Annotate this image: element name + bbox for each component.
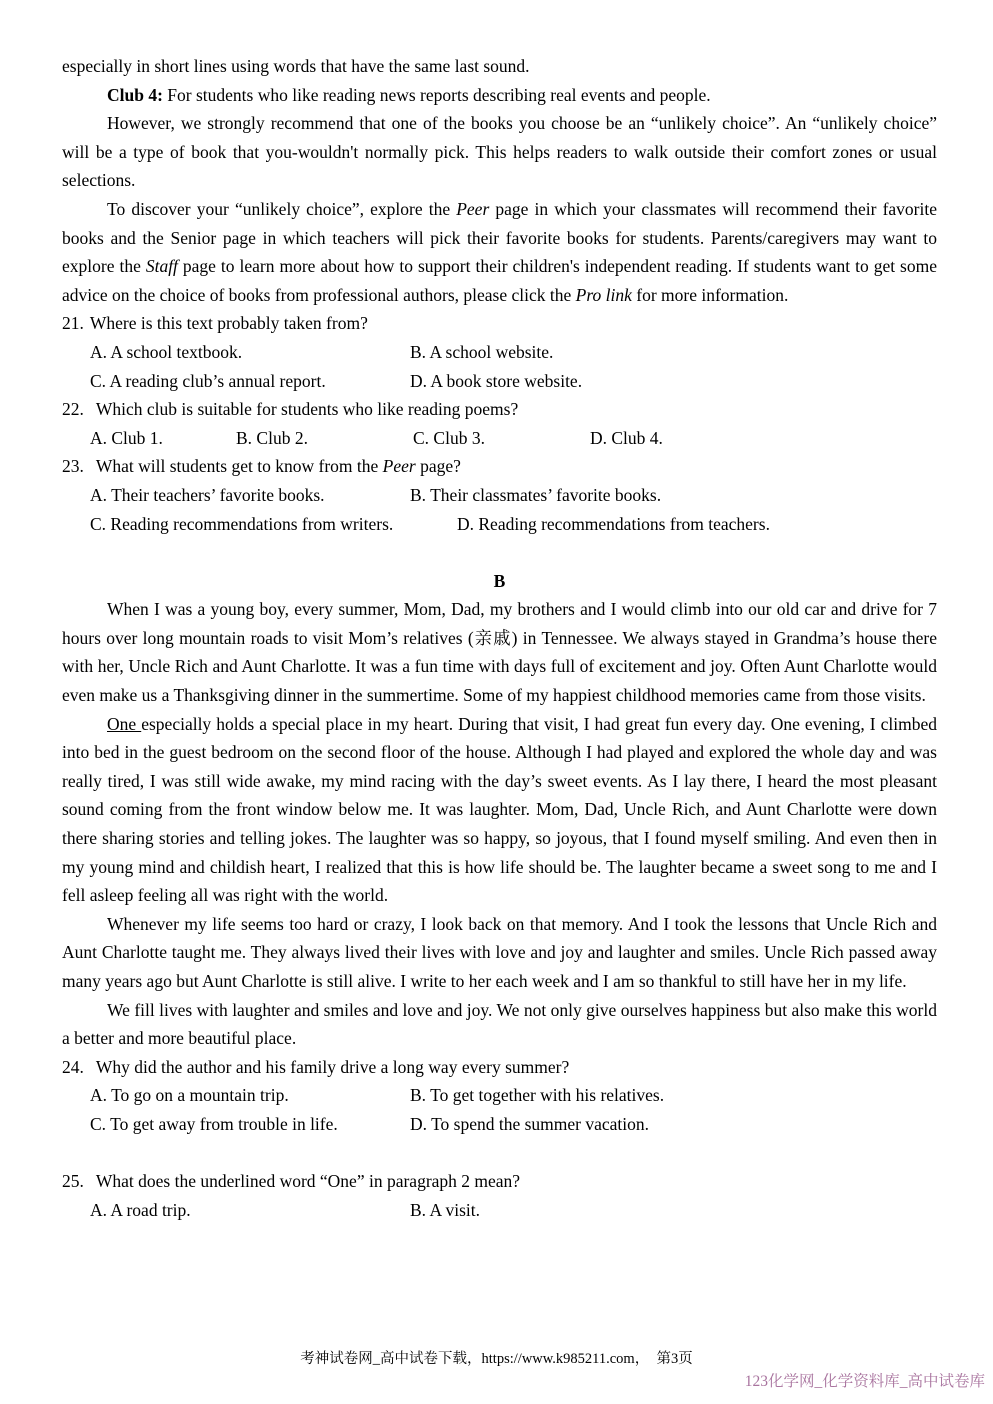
- question-23: [62, 452, 937, 538]
- option-22-c: C. Club 3.: [413, 427, 485, 448]
- question-22-number: 22.: [62, 399, 84, 420]
- question-24-options-row-1: [62, 1081, 937, 1110]
- option-23-d: D. Reading recommendations from teachers.: [457, 513, 770, 534]
- question-24-text: Why did the author and his family drive a long way every summer?: [95, 1056, 570, 1077]
- section-b-heading: B: [493, 570, 506, 591]
- footer-source-line: 考神试卷网_高中试卷下载，https://www.k985211.com， 第3页: [300, 1351, 693, 1367]
- passage-a-club4-line: Club 4: For students who like reading news reports describing real events and people.: [107, 84, 711, 105]
- question-22: [62, 395, 937, 452]
- question-21-options-row-1: [62, 338, 937, 367]
- watermark-text: 123化学网_化学资料库_高中试卷库: [744, 1373, 985, 1390]
- option-21-a: A. A school textbook.: [90, 341, 243, 362]
- question-23-text: What will students get to know from the Peer page?: [95, 456, 461, 477]
- section-b-paragraph-1: When I was a young boy, every summer, Mom, Dad, my brothers and I would climb into our old car and drive for 7 hours over long mountain roads to visit Mom’s relatives (亲戚) in Tennessee. We always stayed in Grandma’s house there with her, Uncle Rich and Aunt Charlotte. It was a fun time with days full of excitement and joy. Often Aunt Charlotte would even make us a Thanksgiving dinner in the summertime. Some of my happiest childhood memories came from those visits.: [62, 599, 937, 706]
- page-content: [62, 52, 937, 1224]
- option-23-b: B. Their classmates’ favorite books.: [410, 484, 662, 505]
- question-24-number: 24.: [62, 1056, 84, 1077]
- question-23-options-row-1: [62, 481, 937, 510]
- question-24: [62, 1053, 937, 1139]
- option-25-a: A. A road trip.: [90, 1199, 191, 1220]
- question-25-options-row-1: [62, 1196, 937, 1225]
- option-24-a: A. To go on a mountain trip.: [90, 1085, 289, 1106]
- question-22-options-row-1: [62, 424, 937, 453]
- option-24-c: C. To get away from trouble in life.: [90, 1113, 338, 1134]
- section-b-paragraph-3: Whenever my life seems too hard or crazy, I look back on that memory. And I took the lessons that Uncle Rich and Aunt Charlotte taught me. They always lived their lives with love and joy and laughter and smiles. Uncle Rich passed away many years ago but Aunt Charlotte is still alive. I write to her each week and I am so thankful to still have her in my life.: [62, 913, 937, 991]
- question-21-options-row-2: [62, 367, 937, 396]
- question-21-number: 21.: [62, 313, 84, 334]
- option-21-d: D. A book store website.: [410, 370, 583, 391]
- option-22-a: A. Club 1.: [90, 427, 163, 448]
- question-22-text: Which club is suitable for students who like reading poems?: [95, 399, 519, 420]
- question-24-options-row-2: [62, 1110, 937, 1139]
- section-b-paragraph-4: We fill lives with laughter and smiles and love and joy. We not only give ourselves happiness but also make this world a better and more beautiful place.: [62, 999, 937, 1049]
- question-23-options-row-2: [62, 510, 937, 539]
- passage-a-paragraph-recommend: However, we strongly recommend that one of the books you choose be an “unlikely choice”. An “unlikely choice” will be a type of book that you-wouldn't normally pick. This helps readers to walk outside their comfort zones or usual selections.: [62, 113, 937, 191]
- question-25-number: 25.: [62, 1171, 84, 1192]
- passage-a-continuation-line: especially in short lines using words that have the same last sound.: [62, 56, 530, 76]
- option-21-c: C. A reading club’s annual report.: [90, 370, 326, 391]
- question-23-stem: [62, 452, 937, 481]
- option-21-b: B. A school website.: [410, 341, 554, 362]
- passage-a-paragraph-discover: To discover your “unlikely choice”, explore the Peer page in which your classmates will recommend their favorite books and the Senior page in which teachers will pick their favorite books for students. Parents/caregivers may want to explore the Staff page to learn more about how to support their children's independent reading. If students want to get some advice on the choice of books from professional authors, please click the Pro link for more information.: [62, 198, 938, 305]
- question-21-stem: [62, 309, 937, 338]
- question-21: [62, 309, 937, 395]
- question-25-text: What does the underlined word “One” in paragraph 2 mean?: [95, 1171, 521, 1192]
- question-22-stem: [62, 395, 937, 424]
- section-b-paragraph-2: One especially holds a special place in my heart. During that visit, I had great fun every day. One evening, I climbed into bed in the guest bedroom on the second floor of the house. Although I had played and explored the whole day and was really tired, I was still wide awake, my mind racing with the day’s sweet events. As I lay there, I heard the most pleasant sound coming from the front window below me. It was laughter. Mom, Dad, Uncle Rich, and Aunt Charlotte were down there sharing stories and telling jokes. The laughter was so happy, so joyous, that I found myself smiling. And even then in my young mind and childish heart, I realized that this is how life should be. The laughter became a sweet song to me and I fell asleep feeling all was right with the world.: [62, 713, 938, 906]
- option-22-b: B. Club 2.: [236, 427, 308, 448]
- option-24-d: D. To spend the summer vacation.: [410, 1113, 650, 1134]
- option-23-a: A. Their teachers’ favorite books.: [90, 484, 325, 505]
- option-23-c: C. Reading recommendations from writers.: [90, 513, 394, 534]
- question-21-text: Where is this text probably taken from?: [89, 313, 368, 334]
- option-24-b: B. To get together with his relatives.: [410, 1085, 665, 1106]
- option-25-b: B. A visit.: [410, 1199, 481, 1220]
- question-23-number: 23.: [62, 456, 84, 477]
- question-25: [62, 1167, 937, 1224]
- question-24-stem: [62, 1053, 937, 1082]
- question-25-stem: [62, 1167, 937, 1196]
- option-22-d: D. Club 4.: [590, 427, 663, 448]
